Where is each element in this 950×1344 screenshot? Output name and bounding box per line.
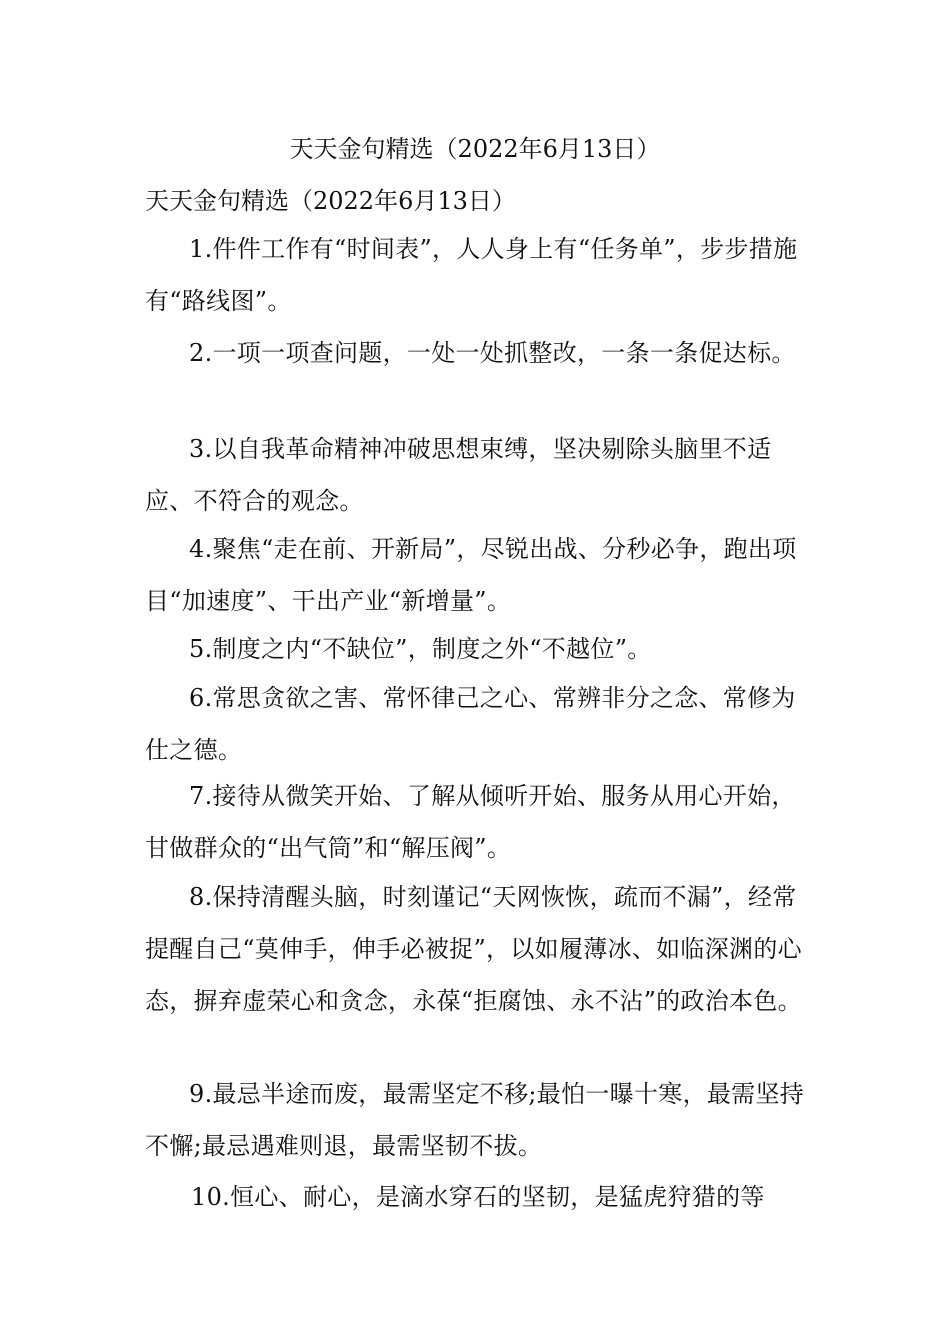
document-subtitle: 天天金句精选（2022年6月13日） (145, 187, 516, 215)
quote-item-2: 2.一项一项查问题，一处一处抓整改，一条一条促达标。 (189, 339, 796, 367)
quote-item-10: 10.恒心、耐心，是滴水穿石的坚韧，是猛虎狩猎的等 (191, 1183, 765, 1211)
quote-item-7: 7.接待从微笑开始、了解从倾听开始、服务从用心开始，甘做群众的“出气筒”和“解压阀”。 (145, 782, 796, 862)
document-title: 天天金句精选（2022年6月13日） (289, 135, 661, 163)
quote-item-3: 3.以自我革命精神冲破思想束缚，坚决剔除头脑里不适应、不符合的观念。 (145, 435, 772, 515)
quote-item-1: 1.件件工作有“时间表”，人人身上有“任务单”，步步措施有“路线图”。 (145, 235, 798, 315)
quote-item-6: 6.常思贪欲之害、常怀律己之心、常辨非分之念、常修为仕之德。 (145, 684, 796, 764)
quote-item-5: 5.制度之内“不缺位”，制度之外“不越位”。 (189, 635, 652, 663)
quote-item-8: 8.保持清醒头脑，时刻谨记“天网恢恢，疏而不漏”，经常提醒自己“莫伸手，伸手必被捉”，以如履薄冰、如临深渊的心态，摒弃虚荣心和贪念，永葆“拒腐蚀、永不沾”的政治本色。 (145, 883, 802, 1015)
quote-item-4: 4.聚焦“走在前、开新局”，尽锐出战、分秒必争，跑出项目“加速度”、干出产业“新增量”。 (145, 535, 797, 615)
quote-item-9: 9.最忌半途而废，最需坚定不移;最怕一曝十寒，最需坚持不懈;最忌遇难则退，最需坚韧不拔。 (145, 1080, 805, 1160)
